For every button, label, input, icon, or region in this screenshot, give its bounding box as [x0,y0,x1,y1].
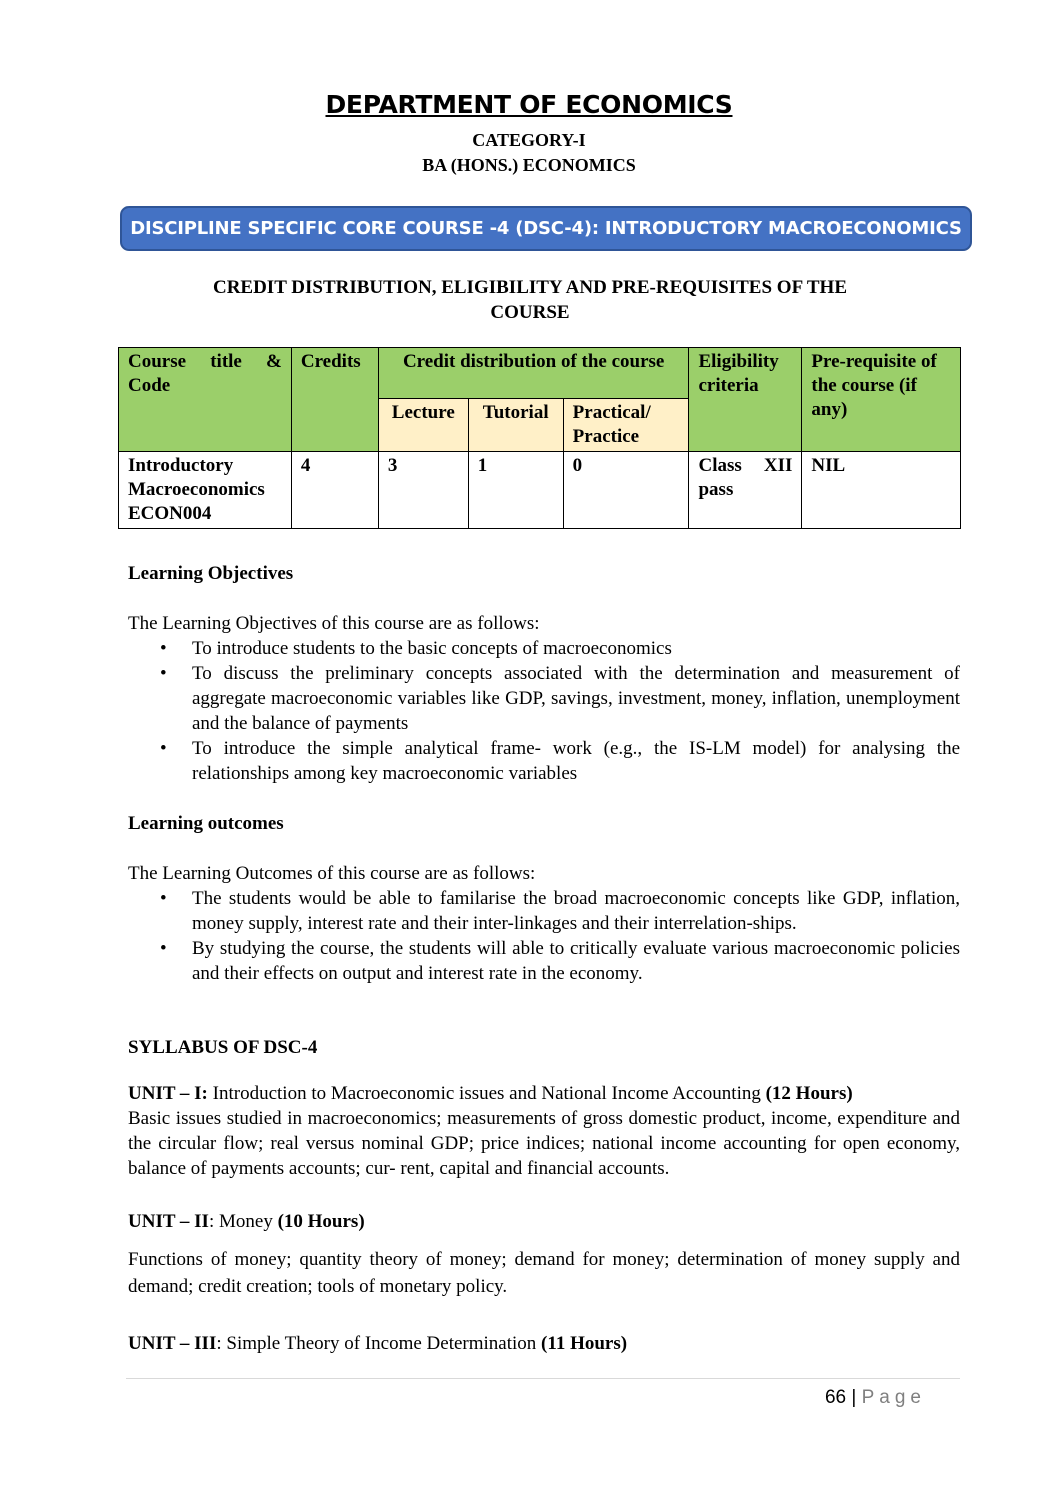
unit3-hours: (11 Hours) [541,1333,628,1354]
bullet-icon: • [160,638,167,659]
unit3-label: UNIT – III [128,1333,217,1354]
list-item [128,886,960,936]
list-item [128,661,960,736]
cell-course-title [119,452,292,529]
header-title-code [119,348,292,452]
list-item-text: To introduce students to the basic concepts of macroeconomics [192,638,672,659]
list-item [128,936,960,986]
header-credit-distribution: Credit distribution of the course [378,348,689,399]
eligibility-line1: Class XII [698,455,793,476]
unit1-label: UNIT – I: [128,1083,208,1104]
objectives-intro: The Learning Objectives of this course are as follows: [128,613,540,634]
cell-tutorial: 1 [468,452,563,529]
credit-distribution-table [118,347,961,529]
syllabus-heading: SYLLABUS OF DSC-4 [128,1037,318,1058]
unit3-title-line [128,1331,960,1356]
header-eligibility: Eligibility criteria [689,348,802,452]
list-item-text: By studying the course, the students will able to critically evaluate various macroeconomic policies and their effects on output and interest rate in the economy. [192,938,960,984]
list-item [128,636,960,661]
page-separator: | [846,1387,862,1408]
unit2-title-line [128,1209,960,1234]
unit1-body: Basic issues studied in macroeconomics; measurements of gross domestic product, income, expenditure and the circular flow; real versus nominal GDP; price indices; national income accounting for open economy, balance of payments accounts; cur- rent, capital and financial accounts. [128,1108,960,1179]
bullet-icon: • [160,938,167,959]
header-practical: Practical/ Practice [563,399,689,452]
bullet-icon: • [160,663,167,684]
header-prerequisite: Pre-requisite of the course (if any) [802,348,961,452]
credit-heading-line1: CREDIT DISTRIBUTION, ELIGIBILITY AND PRE-REQUISITES OF THE [212,277,848,298]
page-number: 66 [824,1387,847,1408]
unit1-block [128,1081,960,1181]
course-banner: DISCIPLINE SPECIFIC CORE COURSE -4 (DSC-4): INTRODUCTORY MACROECONOMICS [120,206,972,251]
outcomes-list [128,886,960,986]
cell-eligibility [689,452,802,529]
programme-label: BA (HONS.) ECONOMICS [422,155,636,175]
objectives-list [128,636,960,786]
header-credits: Credits [291,348,378,452]
course-title-line1: Introductory [128,455,234,476]
outcomes-heading: Learning outcomes [128,813,284,834]
list-item-text: The students would be able to familarise the broad macroeconomic concepts like GDP, inflation, money supply, interest rate and their inter-linkages and their interrelation-ships. [192,888,960,934]
unit2-hours: (10 Hours) [277,1211,365,1232]
bullet-icon: • [160,738,167,759]
unit1-title: Introduction to Macroeconomic issues and National Income Accounting [207,1083,766,1104]
header-title-code-line2: Code [128,375,171,396]
course-code: ECON004 [128,503,212,524]
header-lecture: Lecture [378,399,468,452]
course-title-line2: Macroeconomics [128,479,265,500]
cell-lecture: 3 [378,452,468,529]
credit-heading-line2: COURSE [490,302,570,323]
unit1-title-line [128,1081,960,1106]
objectives-heading: Learning Objectives [128,563,294,584]
credit-heading [150,275,910,325]
header-title-code-line1: Course title & [128,351,282,372]
bullet-icon: • [160,888,167,909]
cell-prerequisite: NIL [802,452,961,529]
department-title: DEPARTMENT OF ECONOMICS [325,90,733,119]
header-tutorial: Tutorial [468,399,563,452]
unit3-title: : Simple Theory of Income Determination [216,1333,542,1354]
list-item [128,736,960,786]
page-number-footer [700,1387,926,1409]
unit1-hours: (12 Hours) [765,1083,853,1104]
unit2-title: : Money [208,1211,278,1232]
category-label: CATEGORY-I [472,130,586,150]
outcomes-intro: The Learning Outcomes of this course are as follows: [128,863,536,884]
cell-credits: 4 [291,452,378,529]
unit2-body: Functions of money; quantity theory of money; demand for money; determination of money supply and demand; credit creation; tools of monetary policy. [128,1249,960,1297]
page-word: Page [861,1387,926,1408]
eligibility-line2: pass [698,479,734,500]
list-item-text: To discuss the preliminary concepts associated with the determination and measurement of aggregate macroeconomic variables like GDP, savings, investment, money, inflation, unemployment and the balance of payments [192,663,960,734]
list-item-text: To introduce the simple analytical frame- work (e.g., the IS-LM model) for analysing the relationships among key macroeconomic variables [192,738,960,784]
cell-practical: 0 [563,452,689,529]
footer-divider [126,1378,960,1379]
unit2-label: UNIT – II [128,1211,209,1232]
